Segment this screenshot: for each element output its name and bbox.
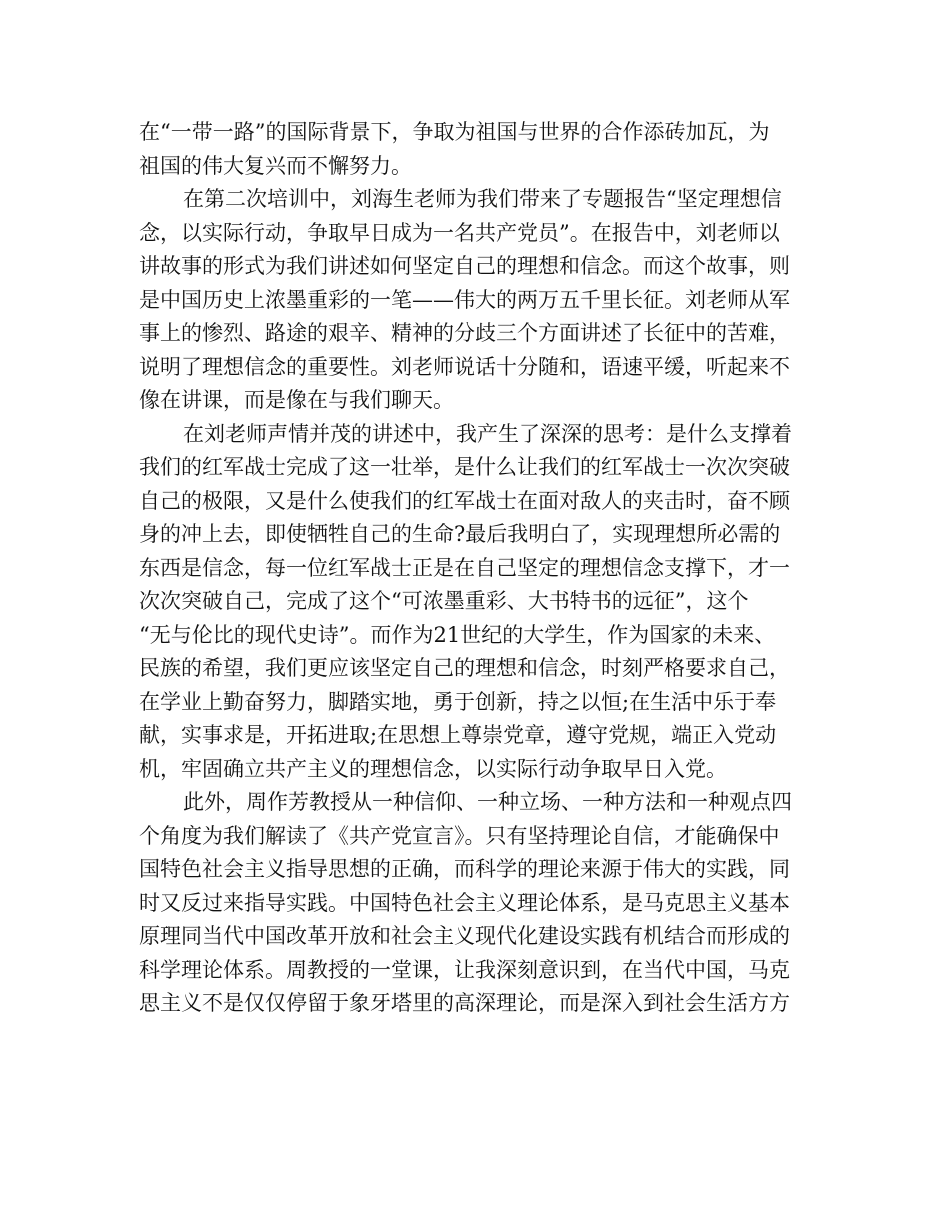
text-line: 说明了理想信念的重要性。刘老师说话十分随和，语速平缓，听起来不 (139, 354, 790, 379)
text-line: 机，牢固确立共产主义的理想信念，以实际行动争取早日入党。 (139, 756, 727, 781)
text-line: 在学业上勤奋努力，脚踏实地，勇于创新，持之以恒;在生活中乐于奉 (139, 689, 777, 714)
text-line: 次次突破自己，完成了这个“可浓墨重彩、大书特书的远征”，这个 (139, 589, 749, 613)
text-line: 国特色社会主义指导思想的正确，而科学的理论来源于伟大的实践，同 (139, 857, 790, 881)
text-line: 科学理论体系。周教授的一堂课，让我深刻意识到，在当代中国，马克 (139, 957, 790, 982)
text-line: 时又反过来指导实践。中国特色社会主义理论体系，是马克思主义基本 (139, 890, 790, 915)
text-line: “无与伦比的现代史诗”。而作为21世纪的大学生，作为国家的未来、 (139, 622, 776, 647)
paragraph-2 (139, 183, 829, 418)
text-line: 是中国历史上浓墨重彩的一笔——伟大的两万五千里长征。刘老师从军 (139, 287, 790, 312)
text-line: 我们的红军战士完成了这一壮举，是什么让我们的红军战士一次次突破 (139, 455, 790, 479)
text-line: 东西是信念，每一位红军战士正是在自己坚定的理想信念支撑下，才一 (139, 555, 790, 580)
text-line: 个角度为我们解读了《共产党宣言》。只有坚持理论自信，才能确保中 (139, 823, 780, 848)
text-line: 思主义不是仅仅停留于象牙塔里的高深理论，而是深入到社会生活方方 (139, 991, 790, 1015)
paragraph-3 (139, 418, 829, 787)
text-line: 民族的希望，我们更应该坚定自己的理想和信念，时刻严格要求自己， (139, 656, 790, 680)
paragraph-4 (139, 786, 829, 1021)
text-line: 在第二次培训中，刘海生老师为我们带来了专题报告“坚定理想信 (183, 187, 782, 211)
text-line: 祖国的伟大复兴而不懈努力。 (139, 153, 412, 178)
text-line: 念，以实际行动，争取早日成为一名共产党员”。在报告中，刘老师以 (139, 220, 780, 245)
text-line: 在“一带一路”的国际背景下，争取为祖国与世界的合作添砖加瓦，为 (139, 120, 770, 144)
text-line: 原理同当代中国改革开放和社会主义现代化建设实践有机结合而形成的 (139, 924, 790, 948)
text-line: 身的冲上去，即使牺牲自己的生命?最后我明白了，实现理想所必需的 (139, 522, 781, 546)
text-line: 像在讲课，而是像在与我们聊天。 (139, 388, 454, 412)
paragraph-1 (139, 116, 829, 183)
text-line: 在刘老师声情并茂的讲述中，我产生了深深的思考：是什么支撑着 (183, 421, 792, 446)
text-line: 献，实事求是，开拓进取;在思想上尊崇党章，遵守党规，端正入党动 (139, 723, 777, 747)
body-text (139, 116, 829, 1021)
text-line: 讲故事的形式为我们讲述如何坚定自己的理想和信念。而这个故事，则 (139, 254, 790, 278)
text-line: 此外，周作芳教授从一种信仰、一种立场、一种方法和一种观点四 (183, 790, 792, 814)
text-line: 事上的惨烈、路途的艰辛、精神的分歧三个方面讲述了长征中的苦难， (139, 321, 790, 345)
text-line: 自己的极限，又是什么使我们的红军战士在面对敌人的夹击时，奋不顾 (139, 488, 790, 513)
